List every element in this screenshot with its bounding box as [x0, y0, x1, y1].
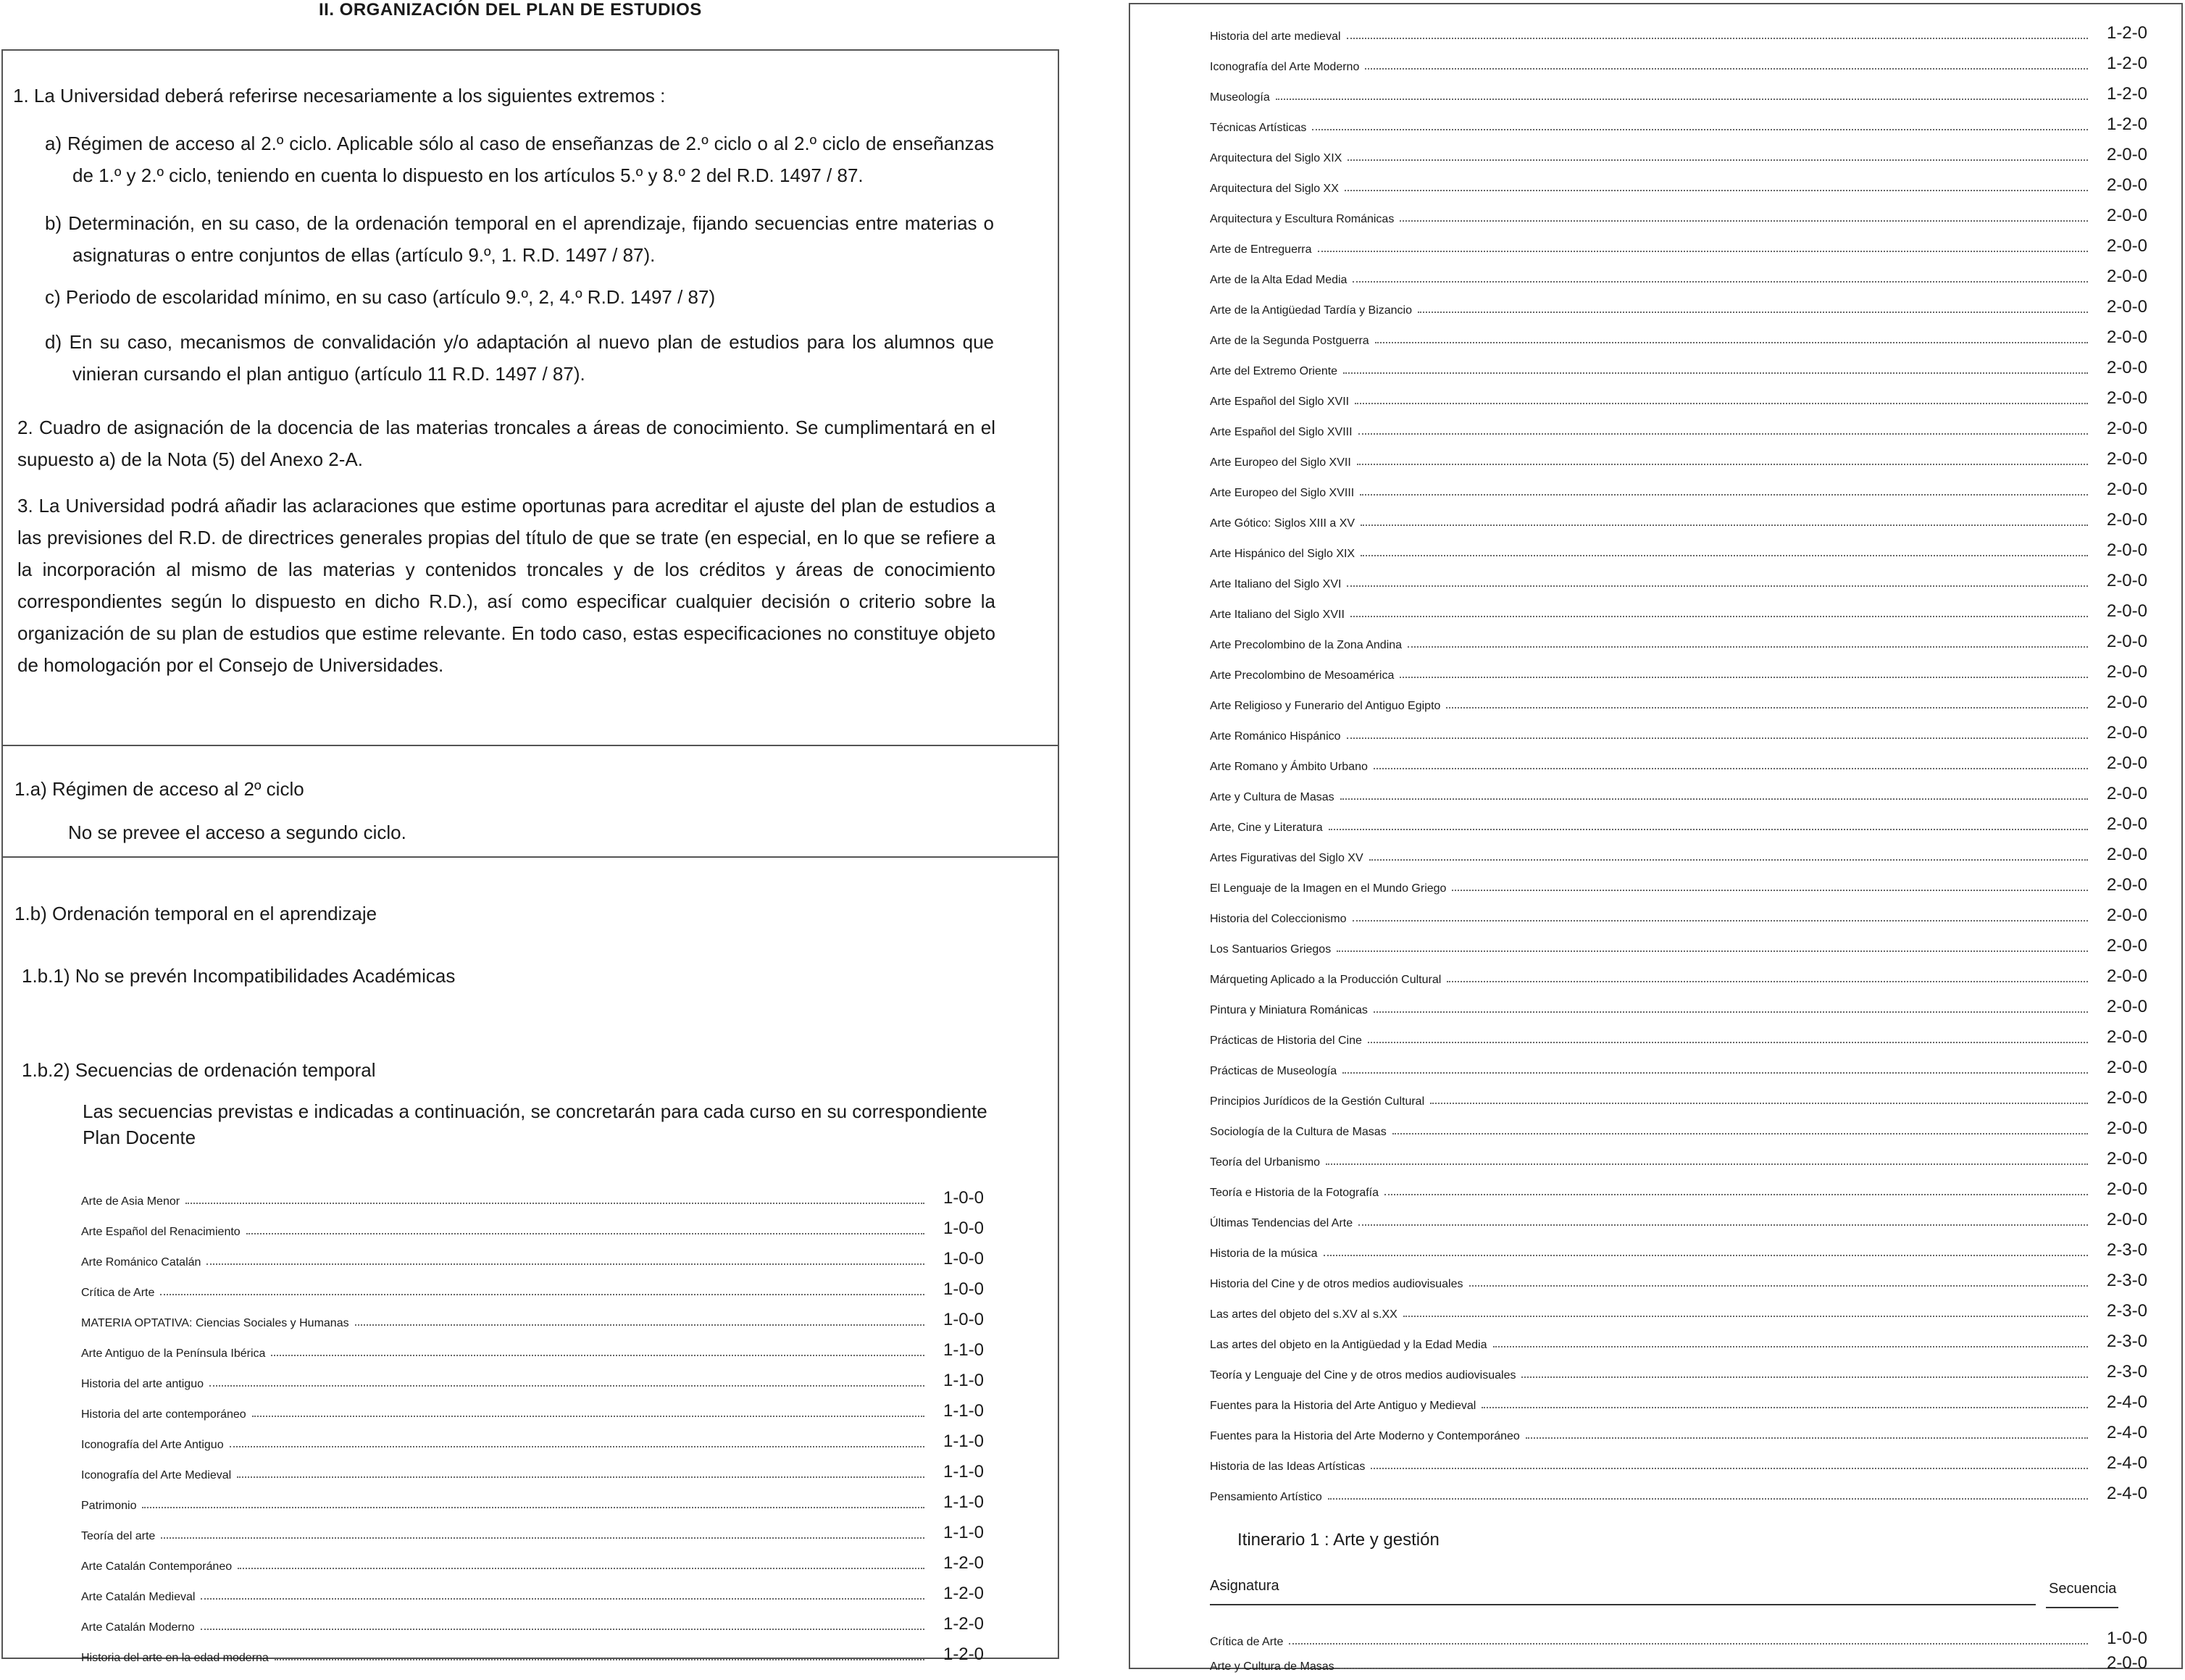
- sequence-row: [1210, 74, 2147, 104]
- sequence-value: 2-0-0: [2106, 1119, 2147, 1138]
- dot-leader: [1384, 1194, 2088, 1195]
- subject-name: Arte de la Antigüedad Tardía y Bizancio: [1210, 304, 1412, 317]
- sequence-row: [1210, 1139, 2147, 1169]
- sequence-value: 2-0-0: [2106, 1210, 2147, 1229]
- table-rule: [2046, 1607, 2118, 1608]
- dot-leader: [1357, 464, 2088, 465]
- dot-leader: [237, 1476, 924, 1478]
- sequence-row: [1210, 409, 2147, 439]
- dot-leader: [1400, 220, 2088, 222]
- dot-leader: [1408, 646, 2088, 648]
- subject-name: Historia de las Ideas Artísticas: [1210, 1460, 1366, 1473]
- dot-leader: [1312, 129, 2088, 130]
- dot-leader: [1452, 890, 2088, 891]
- subject-name: Arte Español del Siglo XVIII: [1210, 426, 1353, 438]
- subject-name: Arte Italiano del Siglo XVI: [1210, 578, 1342, 590]
- section-1b2-text: Las secuencias previstas e indicadas a continuación, se concretarán para cada curso en su correspondiente Plan Docente: [83, 1100, 987, 1148]
- dot-leader: [1328, 1498, 2088, 1500]
- subject-name: Arquitectura del Siglo XX: [1210, 183, 1339, 195]
- sequence-value: 2-0-0: [2106, 1027, 2147, 1047]
- sequence-row: [1210, 1169, 2147, 1200]
- subject-name: Crítica de Arte: [1210, 1636, 1284, 1648]
- subject-name: Artes Figurativas del Siglo XV: [1210, 852, 1363, 864]
- sequence-value: 2-0-0: [2106, 1149, 2147, 1169]
- subject-name: Arte Italiano del Siglo XVII: [1210, 609, 1345, 621]
- subject-name: Sociología de la Cultura de Masas: [1210, 1126, 1387, 1138]
- sequence-value: 1-0-0: [2106, 1629, 2147, 1648]
- sequence-row: [81, 1421, 984, 1452]
- subject-name: Prácticas de Museología: [1210, 1065, 1337, 1077]
- sequence-value: 2-0-0: [2106, 297, 2147, 317]
- sequence-row: [1210, 1291, 2147, 1321]
- sequence-row: [1210, 378, 2147, 409]
- sequence-value: 2-3-0: [2106, 1362, 2147, 1382]
- sequence-row: [1210, 591, 2147, 622]
- sequence-value: 2-0-0: [2106, 206, 2147, 225]
- sequence-row: [1210, 835, 2147, 865]
- sequence-value: 2-0-0: [2106, 419, 2147, 438]
- sequence-value: 1-0-0: [943, 1249, 984, 1269]
- sequence-row: [81, 1208, 984, 1239]
- subject-name: Arte y Cultura de Masas: [1210, 791, 1334, 803]
- sequence-row: [1210, 1443, 2147, 1474]
- dot-leader: [1403, 1316, 2088, 1317]
- sequence-row: [1210, 1108, 2147, 1139]
- sequence-row: [1210, 43, 2147, 74]
- dot-leader: [206, 1263, 924, 1265]
- sequence-row: [1210, 1474, 2147, 1504]
- dot-leader: [1324, 1255, 2089, 1256]
- subject-name: Historia del arte medieval: [1210, 30, 1341, 43]
- sequence-row: [1210, 622, 2147, 652]
- sequence-row: [81, 1361, 984, 1391]
- subject-name: Historia del Coleccionismo: [1210, 913, 1347, 925]
- dot-leader: [1368, 1042, 2088, 1043]
- subject-name: Iconografía del Arte Antiguo: [81, 1439, 224, 1451]
- sequence-row: [1210, 1078, 2147, 1108]
- dot-leader: [230, 1446, 924, 1447]
- sequence-value: 2-0-0: [2106, 267, 2147, 286]
- sequence-row: [1210, 348, 2147, 378]
- sequence-row: [1210, 500, 2147, 530]
- subject-name: Arte Catalán Contemporáneo: [81, 1560, 233, 1573]
- sequence-value: 2-0-0: [2106, 510, 2147, 530]
- sequence-row: [1210, 682, 2147, 713]
- dot-leader: [271, 1355, 924, 1356]
- section-1b1-heading: 1.b.1) No se prevén Incompatibilidades Académicas: [22, 965, 456, 987]
- sequence-row: [1210, 865, 2147, 895]
- sequence-value: 2-3-0: [2106, 1271, 2147, 1290]
- subject-name: Las artes del objeto en la Antigüedad y la Edad Media: [1210, 1339, 1487, 1351]
- subject-name: Las artes del objeto del s.XV al s.XX: [1210, 1308, 1398, 1321]
- sequence-value: 1-1-0: [943, 1340, 984, 1360]
- dot-leader: [1430, 1103, 2088, 1104]
- dot-leader: [1446, 707, 2088, 709]
- point-3-text: 3. La Universidad podrá añadir las aclaraciones que estime oportunas para acreditar el ajuste del plan de estudios a las previsiones del R.D. de directrices generales propias del título de que se trate (en especial, en lo que se refiere a la incorporación al mismo de las materias y contenidos troncales y de los créditos y áreas de conocimiento correspondientes según lo dispuesto en dicho R.D.), así como especificar cualquier decisión o criterio sobre la organización de su plan de estudios que estime relevante. En todo caso, estas especificaciones no constituye objeto de homologación por el Consejo de Universidades.: [17, 495, 995, 676]
- sequence-row: [1210, 1321, 2147, 1352]
- subject-name: Arte Románico Hispánico: [1210, 730, 1341, 743]
- itinerary-title: Itinerario 1 : Arte y gestión: [1237, 1530, 1440, 1550]
- right-panel: [1129, 3, 2183, 1673]
- sequence-value: 2-0-0: [2106, 723, 2147, 743]
- dot-leader: [1337, 950, 2088, 952]
- table-rule: [1210, 1604, 2036, 1605]
- sequence-value: 2-0-0: [2106, 906, 2147, 925]
- subject-name: Pintura y Miniatura Románicas: [1210, 1004, 1368, 1016]
- subject-name: Arte Religioso y Funerario del Antiguo Egipto: [1210, 700, 1441, 712]
- sequence-value: 2-0-0: [2106, 1058, 2147, 1077]
- sequence-row: [81, 1269, 984, 1300]
- dot-leader: [1374, 1011, 2088, 1013]
- subject-name: Crítica de Arte: [81, 1287, 155, 1299]
- sequence-value: 2-0-0: [2106, 845, 2147, 864]
- dot-leader: [1347, 38, 2088, 39]
- subject-name: Teoría del arte: [81, 1530, 156, 1542]
- dot-leader: [1358, 433, 2088, 435]
- sequence-value: 1-2-0: [943, 1645, 984, 1664]
- section-1a-heading: 1.a) Régimen de acceso al 2º ciclo: [14, 778, 304, 800]
- sequence-value: 2-0-0: [2106, 753, 2147, 773]
- dot-leader: [1521, 1376, 2088, 1378]
- sequence-row: [1210, 226, 2147, 256]
- sequence-value: 2-0-0: [2106, 145, 2147, 164]
- subject-name: Arte Europeo del Siglo XVII: [1210, 456, 1351, 469]
- sequence-value: 1-2-0: [2106, 54, 2147, 73]
- subject-name: Arte Romano y Ámbito Urbano: [1210, 761, 1368, 773]
- dot-leader: [1318, 251, 2088, 252]
- sequence-row: [1210, 1382, 2147, 1413]
- subject-name: Historia de la música: [1210, 1248, 1318, 1260]
- dot-leader: [1374, 768, 2088, 769]
- subject-name: Historia del arte en la edad moderna: [81, 1652, 269, 1664]
- subject-name: Arte Románico Catalán: [81, 1256, 201, 1269]
- sequence-row: [81, 1574, 984, 1604]
- sequence-value: 2-0-0: [2106, 784, 2147, 803]
- dot-leader: [275, 1659, 924, 1660]
- sequence-value: 2-0-0: [2106, 1653, 2147, 1673]
- item-d-text: d) En su caso, mecanismos de convalidación y/o adaptación al nuevo plan de estudios para los alumnos que vinieran cursando el plan antiguo (artículo 11 R.D. 1497 / 87).: [45, 331, 994, 385]
- sequence-row: [1210, 1230, 2147, 1261]
- sequence-row: [1210, 1413, 2147, 1443]
- sequence-value: 1-0-0: [943, 1279, 984, 1299]
- subject-name: Arte y Cultura de Masas: [1210, 1660, 1334, 1673]
- sequence-row: [1210, 135, 2147, 165]
- sequence-row: [1210, 926, 2147, 956]
- sequence-value: 2-4-0: [2106, 1453, 2147, 1473]
- sequence-row: [1210, 895, 2147, 926]
- sequence-row: [1210, 987, 2147, 1017]
- subject-name: Patrimonio: [81, 1500, 137, 1512]
- sequence-row: [81, 1178, 984, 1208]
- subject-name: Arte Gótico: Siglos XIII a XV: [1210, 517, 1355, 530]
- subject-name: Arte Español del Siglo XVII: [1210, 396, 1350, 408]
- subject-name: Márqueting Aplicado a la Producción Cultural: [1210, 974, 1442, 986]
- page-title: II. ORGANIZACIÓN DEL PLAN DE ESTUDIOS: [319, 0, 702, 20]
- sequence-row: [1210, 774, 2147, 804]
- sequence-value: 2-3-0: [2106, 1301, 2147, 1321]
- sequence-row: [1210, 804, 2147, 835]
- dot-leader: [1447, 981, 2088, 982]
- subject-name: Arquitectura del Siglo XIX: [1210, 152, 1342, 164]
- dot-leader: [1340, 798, 2088, 800]
- sequence-row: [81, 1300, 984, 1330]
- item-b-text: b) Determinación, en su caso, de la ordenación temporal en el aprendizaje, fijando secuencias entre materias o asignaturas o entre conjuntos de ellas (artículo 9.º, 1. R.D. 1497 / 87).: [45, 212, 994, 266]
- sequence-value: 2-0-0: [2106, 693, 2147, 712]
- sequence-value: 2-0-0: [2106, 571, 2147, 590]
- sequence-value: 2-0-0: [2106, 388, 2147, 408]
- subject-name: Arte Europeo del Siglo XVIII: [1210, 487, 1355, 499]
- subject-name: Arte Español del Renacimiento: [81, 1226, 241, 1238]
- dot-leader: [185, 1203, 924, 1204]
- sequence-value: 2-0-0: [2106, 358, 2147, 377]
- sequence-row: [1210, 1017, 2147, 1048]
- sequence-value: 1-2-0: [943, 1553, 984, 1573]
- sequence-value: 2-0-0: [2106, 540, 2147, 560]
- section-1b-heading: 1.b) Ordenación temporal en el aprendizaje: [14, 903, 377, 924]
- dot-leader: [1400, 677, 2088, 678]
- sequence-value: 2-0-0: [2106, 966, 2147, 986]
- dot-leader: [1326, 1163, 2088, 1165]
- dot-leader: [1348, 159, 2088, 161]
- sequence-row: [1210, 165, 2147, 196]
- subject-name: Arte de la Segunda Postguerra: [1210, 335, 1369, 347]
- dot-leader: [1340, 1668, 2088, 1669]
- subject-name: Teoría y Lenguaje del Cine y de otros medios audiovisuales: [1210, 1369, 1516, 1382]
- sequence-row: [81, 1239, 984, 1269]
- sequence-row: [1210, 1048, 2147, 1078]
- item-a-text: a) Régimen de acceso al 2.º ciclo. Aplicable sólo al caso de enseñanzas de 2.º ciclo o al 2.º ciclo de enseñanzas de 1.º y 2.º ciclo, teniendo en cuenta lo dispuesto en los artículos 5.º y 8.º 2 del R.D. 1497 / 87.: [45, 133, 994, 186]
- sequence-row: [1210, 1261, 2147, 1291]
- sequence-value: 2-0-0: [2106, 875, 2147, 895]
- subject-name: Teoría e Historia de la Fotografía: [1210, 1187, 1379, 1199]
- table-head-sequence: Secuencia: [2049, 1581, 2117, 1597]
- dot-leader: [1369, 859, 2088, 861]
- section-divider: [3, 856, 1058, 858]
- sequence-row: [81, 1634, 984, 1665]
- sequence-value: 1-2-0: [2106, 84, 2147, 104]
- subject-name: Arte Precolombino de Mesoamérica: [1210, 669, 1395, 682]
- sequence-value: 1-1-0: [943, 1492, 984, 1512]
- subject-name: Pensamiento Artístico: [1210, 1491, 1322, 1503]
- subject-name: Principios Jurídicos de la Gestión Cultural: [1210, 1095, 1425, 1108]
- dot-leader: [201, 1598, 924, 1600]
- sequence-row: [1210, 713, 2147, 743]
- subject-name: Arte de Entreguerra: [1210, 243, 1312, 256]
- section-1b2-heading: 1.b.2) Secuencias de ordenación temporal: [22, 1059, 376, 1081]
- subject-name: Prácticas de Historia del Cine: [1210, 1035, 1362, 1047]
- sequence-row: [81, 1604, 984, 1634]
- subject-name: Historia del Cine y de otros medios audiovisuales: [1210, 1278, 1463, 1290]
- subject-name: Arte de Asia Menor: [81, 1195, 180, 1208]
- dot-leader: [142, 1507, 924, 1508]
- sequence-value: 2-0-0: [2106, 814, 2147, 834]
- subject-name: Arte de la Alta Edad Media: [1210, 274, 1348, 286]
- subject-name: Los Santuarios Griegos: [1210, 943, 1332, 956]
- section-divider: [3, 745, 1058, 746]
- subject-name: Arte Hispánico del Siglo XIX: [1210, 548, 1355, 560]
- dot-leader: [160, 1294, 924, 1295]
- dot-leader: [1469, 1285, 2088, 1287]
- sequence-value: 2-0-0: [2106, 662, 2147, 682]
- sequence-row: [1210, 1200, 2147, 1230]
- sequence-row: [1210, 104, 2147, 135]
- dot-leader: [201, 1629, 924, 1630]
- dot-leader: [238, 1568, 924, 1569]
- dot-leader: [1353, 920, 2088, 922]
- subject-name: Iconografía del Arte Medieval: [81, 1469, 232, 1482]
- sequence-value: 1-1-0: [943, 1462, 984, 1482]
- sequence-row: [1210, 530, 2147, 561]
- sequence-row: [1210, 317, 2147, 348]
- subject-name: Arte Precolombino de la Zona Andina: [1210, 639, 1403, 651]
- dot-leader: [1375, 342, 2088, 343]
- section-1a-text: No se prevee el acceso a segundo ciclo.: [68, 822, 406, 843]
- dot-leader: [1276, 99, 2088, 100]
- sequence-value: 1-1-0: [943, 1401, 984, 1421]
- sequence-value: 1-0-0: [943, 1188, 984, 1208]
- dot-leader: [1358, 1224, 2088, 1226]
- sequence-row: [1210, 287, 2147, 317]
- sequence-row: [81, 1543, 984, 1574]
- sequence-row: [1210, 256, 2147, 287]
- sequence-row: [1210, 439, 2147, 469]
- dot-leader: [1361, 555, 2088, 556]
- subject-name: Fuentes para la Historia del Arte Antiguo y Medieval: [1210, 1400, 1476, 1412]
- itinerary-row: [1210, 1643, 2147, 1673]
- dot-leader: [252, 1416, 924, 1417]
- dot-leader: [1371, 1468, 2088, 1469]
- dot-leader: [355, 1324, 924, 1326]
- sequence-value: 1-2-0: [943, 1614, 984, 1634]
- sequence-value: 2-0-0: [2106, 997, 2147, 1016]
- subject-name: Arte, Cine y Literatura: [1210, 822, 1323, 834]
- subject-name: Teoría del Urbanismo: [1210, 1156, 1321, 1169]
- sequence-row: [81, 1513, 984, 1543]
- sequence-row: [81, 1391, 984, 1421]
- point-2-text: 2. Cuadro de asignación de la docencia de las materias troncales a áreas de conocimiento. Se cumplimentará en el supuesto a) de la Nota (5) del Anexo 2-A.: [17, 417, 995, 470]
- dot-leader: [1361, 525, 2088, 526]
- subject-name: MATERIA OPTATIVA: Ciencias Sociales y Humanas: [81, 1317, 349, 1329]
- sequence-value: 1-2-0: [2106, 23, 2147, 43]
- dot-leader: [1392, 1133, 2088, 1134]
- sequence-row: [1210, 13, 2147, 43]
- subject-name: Arte Catalán Medieval: [81, 1591, 196, 1603]
- dot-leader: [1342, 1072, 2088, 1074]
- sequence-value: 2-3-0: [2106, 1332, 2147, 1351]
- intro-text: 1. La Universidad deberá referirse necesariamente a los siguientes extremos :: [13, 85, 666, 106]
- sequence-value: 2-4-0: [2106, 1484, 2147, 1503]
- sequence-value: 1-2-0: [2106, 114, 2147, 134]
- sequence-row: [1210, 956, 2147, 987]
- sequence-value: 1-0-0: [943, 1219, 984, 1238]
- sequence-value: 2-4-0: [2106, 1423, 2147, 1442]
- dot-leader: [246, 1233, 924, 1234]
- sequence-row: [1210, 652, 2147, 682]
- sequence-value: 1-1-0: [943, 1371, 984, 1390]
- sequence-value: 2-3-0: [2106, 1240, 2147, 1260]
- sequence-row: [1210, 196, 2147, 226]
- sequence-row: [1210, 743, 2147, 774]
- sequence-value: 2-0-0: [2106, 175, 2147, 195]
- sequence-value: 1-1-0: [943, 1523, 984, 1542]
- subject-name: Arte del Extremo Oriente: [1210, 365, 1338, 377]
- sequence-value: 2-0-0: [2106, 327, 2147, 347]
- sequence-value: 2-0-0: [2106, 1179, 2147, 1199]
- subject-name: Últimas Tendencias del Arte: [1210, 1217, 1353, 1229]
- sequence-row: [81, 1330, 984, 1361]
- dot-leader: [1493, 1346, 2089, 1347]
- sequence-row: [81, 1482, 984, 1513]
- sequence-value: 2-0-0: [2106, 632, 2147, 651]
- sequence-value: 2-0-0: [2106, 1088, 2147, 1108]
- dot-leader: [1355, 403, 2088, 404]
- dot-leader: [1347, 737, 2088, 739]
- sequence-value: 1-0-0: [943, 1310, 984, 1329]
- dot-leader: [1353, 281, 2088, 283]
- subject-name: Técnicas Artísticas: [1210, 122, 1307, 134]
- subject-name: Historia del arte antiguo: [81, 1378, 204, 1390]
- sequence-row: [1210, 561, 2147, 591]
- sequence-value: 2-0-0: [2106, 601, 2147, 621]
- subject-name: Historia del arte contemporáneo: [81, 1408, 246, 1421]
- sequence-row: [1210, 1352, 2147, 1382]
- dot-leader: [1329, 829, 2088, 830]
- subject-name: Fuentes para la Historia del Arte Moderno y Contemporáneo: [1210, 1430, 1520, 1442]
- sequence-value: 1-1-0: [943, 1432, 984, 1451]
- dot-leader: [1345, 190, 2088, 191]
- subject-name: Iconografía del Arte Moderno: [1210, 61, 1360, 73]
- dot-leader: [1360, 494, 2088, 496]
- dot-leader: [1350, 616, 2088, 617]
- sequence-row: [81, 1452, 984, 1482]
- subject-name: Arte Catalán Moderno: [81, 1621, 195, 1634]
- sequence-value: 2-4-0: [2106, 1392, 2147, 1412]
- dot-leader: [1343, 372, 2088, 374]
- dot-leader: [1526, 1437, 2088, 1439]
- sequence-row: [1210, 469, 2147, 500]
- dot-leader: [1418, 312, 2088, 313]
- dot-leader: [209, 1385, 924, 1387]
- left-panel: [1, 49, 1059, 1664]
- subject-name: Arquitectura y Escultura Románicas: [1210, 213, 1395, 225]
- dot-leader: [1365, 68, 2088, 70]
- dot-leader: [161, 1537, 924, 1539]
- sequence-value: 2-0-0: [2106, 936, 2147, 956]
- subject-name: Museología: [1210, 91, 1270, 104]
- sequence-value: 1-2-0: [943, 1584, 984, 1603]
- table-head-subject: Asignatura: [1210, 1578, 1279, 1594]
- dot-leader: [1347, 585, 2088, 587]
- sequence-value: 2-0-0: [2106, 449, 2147, 469]
- subject-name: El Lenguaje de la Imagen en el Mundo Griego: [1210, 882, 1447, 895]
- sequence-value: 2-0-0: [2106, 236, 2147, 256]
- sequence-value: 2-0-0: [2106, 480, 2147, 499]
- subject-name: Arte Antiguo de la Península Ibérica: [81, 1347, 266, 1360]
- item-c-text: c) Periodo de escolaridad mínimo, en su caso (artículo 9.º, 2, 4.º R.D. 1497 / 87): [45, 286, 716, 308]
- dot-leader: [1482, 1407, 2088, 1408]
